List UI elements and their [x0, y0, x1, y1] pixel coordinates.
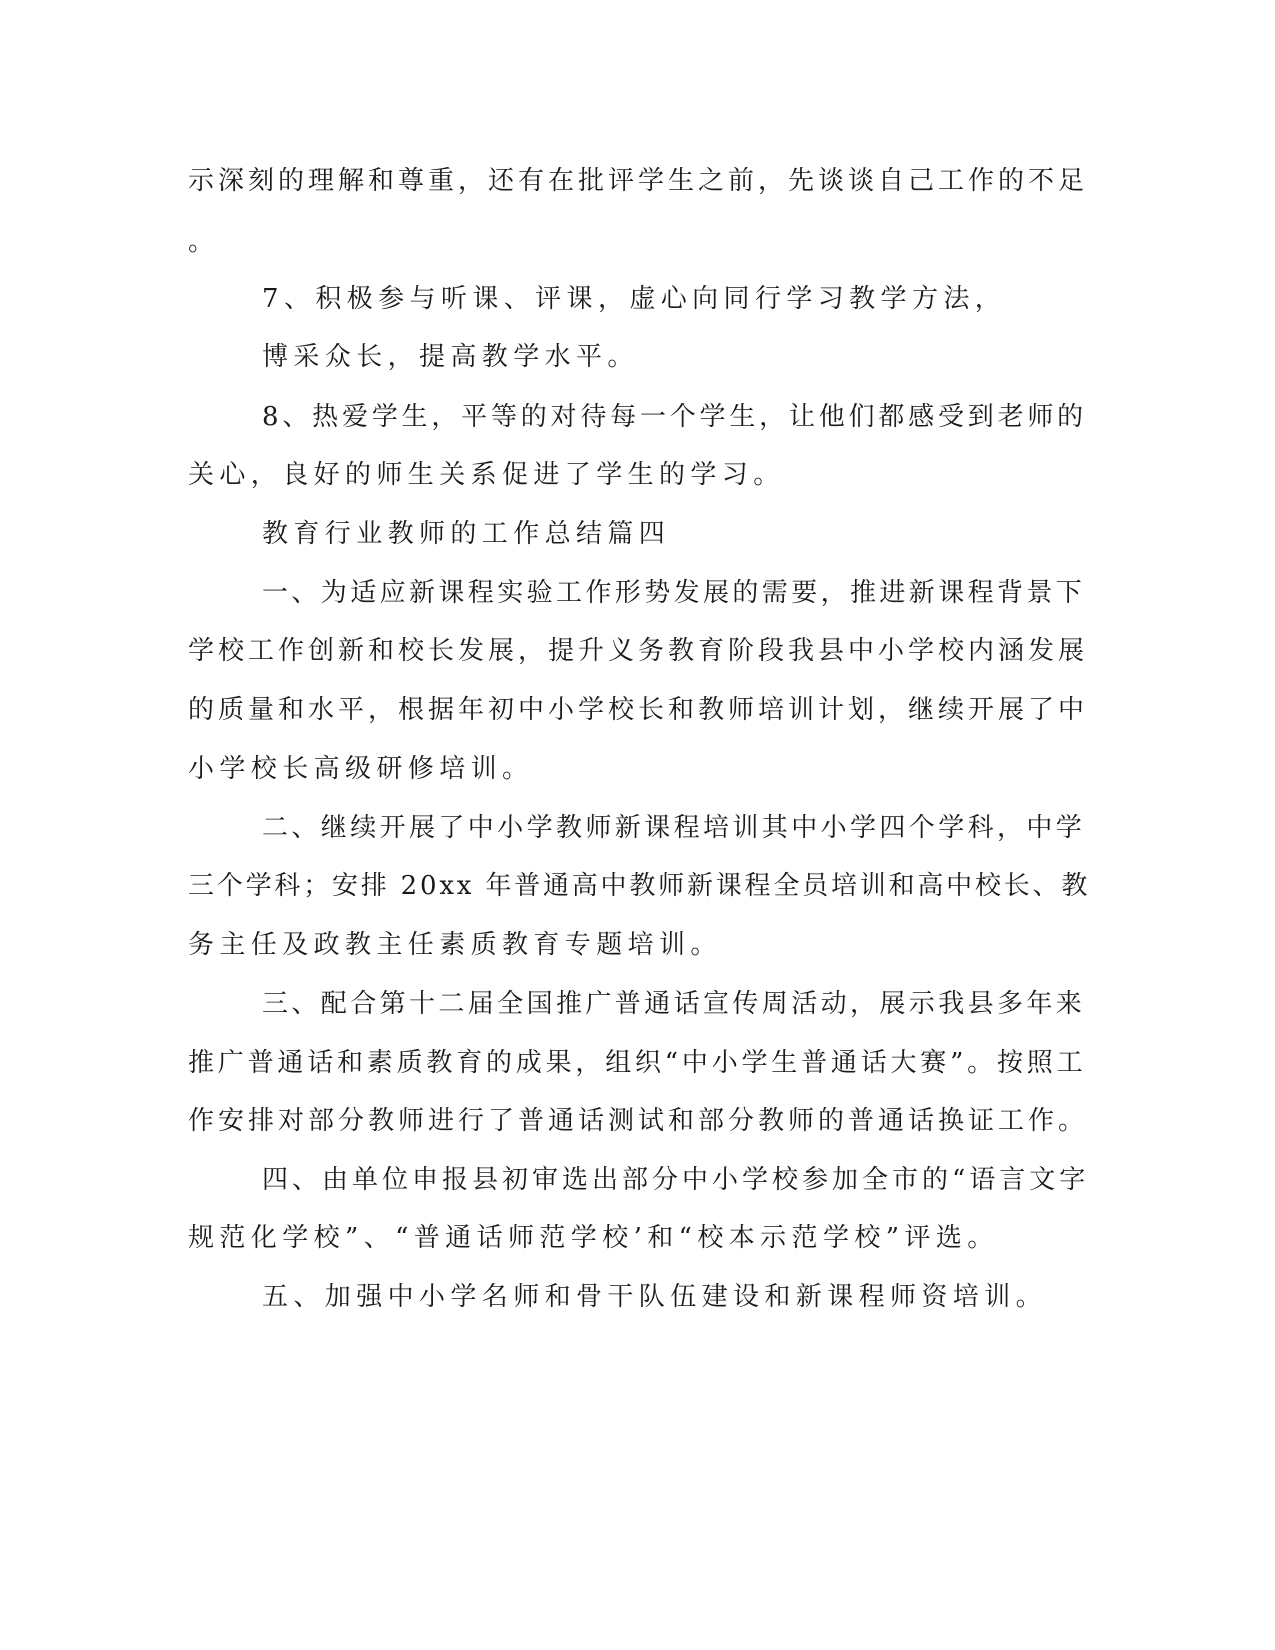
paragraph-5-line: 五、加强中小学名师和骨干队伍建设和新课程师资培训。: [262, 1282, 1048, 1312]
paragraph-1-line: 学校工作创新和校长发展，提升义务教育阶段我县中小学校内涵发展: [188, 636, 1089, 666]
paragraph-1-line: 的质量和水平，根据年初中小学校长和教师培训计划，继续开展了中: [188, 695, 1089, 725]
paragraph-1-line: 小学校长高级研修培训。: [188, 754, 534, 784]
paragraph-3-line: 三、配合第十二届全国推广普通话宣传周活动，展示我县多年来: [262, 989, 1086, 1019]
list-item-7: 7、积极参与听课、评课，虚心向同行学习教学方法，: [262, 284, 1007, 314]
paragraph-2-line: 二、继续开展了中小学教师新课程培训其中小学四个学科，中学: [262, 813, 1086, 843]
text-line: 。: [188, 227, 220, 257]
paragraph-3-line: 推广普通话和素质教育的成果，组织“中小学生普通话大赛”。按照工: [188, 1048, 1087, 1078]
text-line: 示深刻的理解和尊重，还有在批评学生之前，先谈谈自己工作的不足: [188, 166, 1089, 196]
text-line: 博采众长，提高教学水平。: [262, 342, 639, 372]
paragraph-2-line: 三个学科；安排 20xx 年普通高中教师新课程全员培训和高中校长、教: [188, 871, 1091, 901]
paragraph-1-line: 一、为适应新课程实验工作形势发展的需要，推进新课程背景下: [262, 578, 1086, 608]
paragraph-2-line: 务主任及政教主任素质教育专题培训。: [188, 930, 722, 960]
list-item-8: 8、热爱学生，平等的对待每一个学生，让他们都感受到老师的: [262, 402, 1087, 432]
paragraph-4-line: 规范化学校”、“普通话师范学校’和“校本示范学校”评选。: [188, 1223, 999, 1253]
paragraph-3-line: 作安排对部分教师进行了普通话测试和部分教师的普通话换证工作。: [188, 1106, 1089, 1136]
section-heading: 教育行业教师的工作总结篇四: [262, 519, 671, 549]
paragraph-4-line: 四、由单位申报县初审选出部分中小学校参加全市的“语言文字: [262, 1165, 1090, 1195]
text-line: 关心，良好的师生关系促进了学生的学习。: [188, 460, 785, 490]
